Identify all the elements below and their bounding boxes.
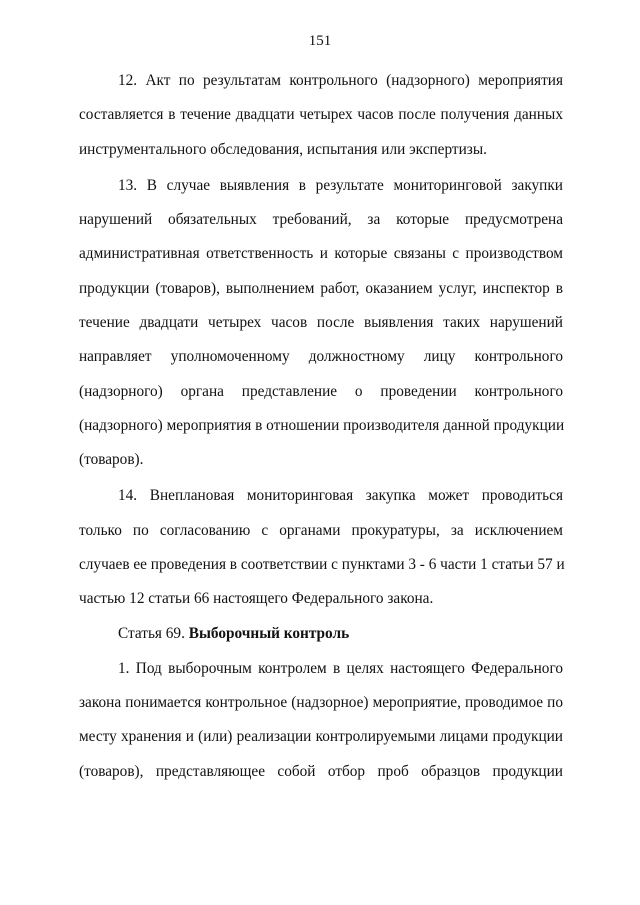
paragraph-13-line-6: направляет уполномоченному должностному лицу контрольного [79, 348, 563, 365]
paragraph-13-line-4: продукции (товаров), выполнением работ, оказанием услуг, инспектор в [79, 280, 563, 297]
paragraph-14-line-3: случаев ее проведения в соответствии с пунктами 3 - 6 части 1 статьи 57 и [79, 556, 565, 573]
paragraph-13-line-9: (товаров). [79, 451, 144, 468]
paragraph-13-line-2: нарушений обязательных требований, за которые предусмотрена [79, 211, 563, 228]
article-title: Выборочный контроль [188, 625, 350, 642]
paragraph-12-line-2: составляется в течение двадцати четырех часов после получения данных [79, 106, 563, 123]
paragraph-13-line-5: течение двадцати четырех часов после выявления таких нарушений [79, 314, 563, 331]
paragraph-12-line-3: инструментального обследования, испытания или экспертизы. [79, 141, 487, 158]
paragraph-12-line-1: 12. Акт по результатам контрольного (надзорного) мероприятия [118, 72, 563, 89]
paragraph-13-line-8: (надзорного) мероприятия в отношении производителя данной продукции [79, 417, 565, 434]
paragraph-13-line-3: административная ответственность и которые связаны с производством [79, 245, 563, 262]
article-heading [118, 624, 349, 644]
paragraph-1-line-3: месту хранения и (или) реализации контролируемыми лицами продукции [79, 728, 563, 745]
paragraph-1-line-1: 1. Под выборочным контролем в целях настоящего Федерального [118, 660, 563, 677]
page-number: 151 [308, 33, 332, 49]
paragraph-14-line-2: только по согласованию с органами прокуратуры, за исключением [79, 522, 563, 539]
paragraph-14-line-1: 14. Внеплановая мониторинговая закупка может проводиться [118, 487, 563, 504]
paragraph-13-line-1: 13. В случае выявления в результате мониторинговой закупки [118, 177, 563, 194]
paragraph-14-line-4: частью 12 статьи 66 настоящего Федерального закона. [79, 590, 434, 607]
article-number: Статья 69. [118, 625, 185, 642]
paragraph-13-line-7: (надзорного) органа представление о проведении контрольного [79, 383, 563, 400]
paragraph-1-line-2: закона понимается контрольное (надзорное) мероприятие, проводимое по [79, 694, 563, 711]
paragraph-1-line-4: (товаров), представляющее собой отбор проб образцов продукции [79, 763, 563, 780]
